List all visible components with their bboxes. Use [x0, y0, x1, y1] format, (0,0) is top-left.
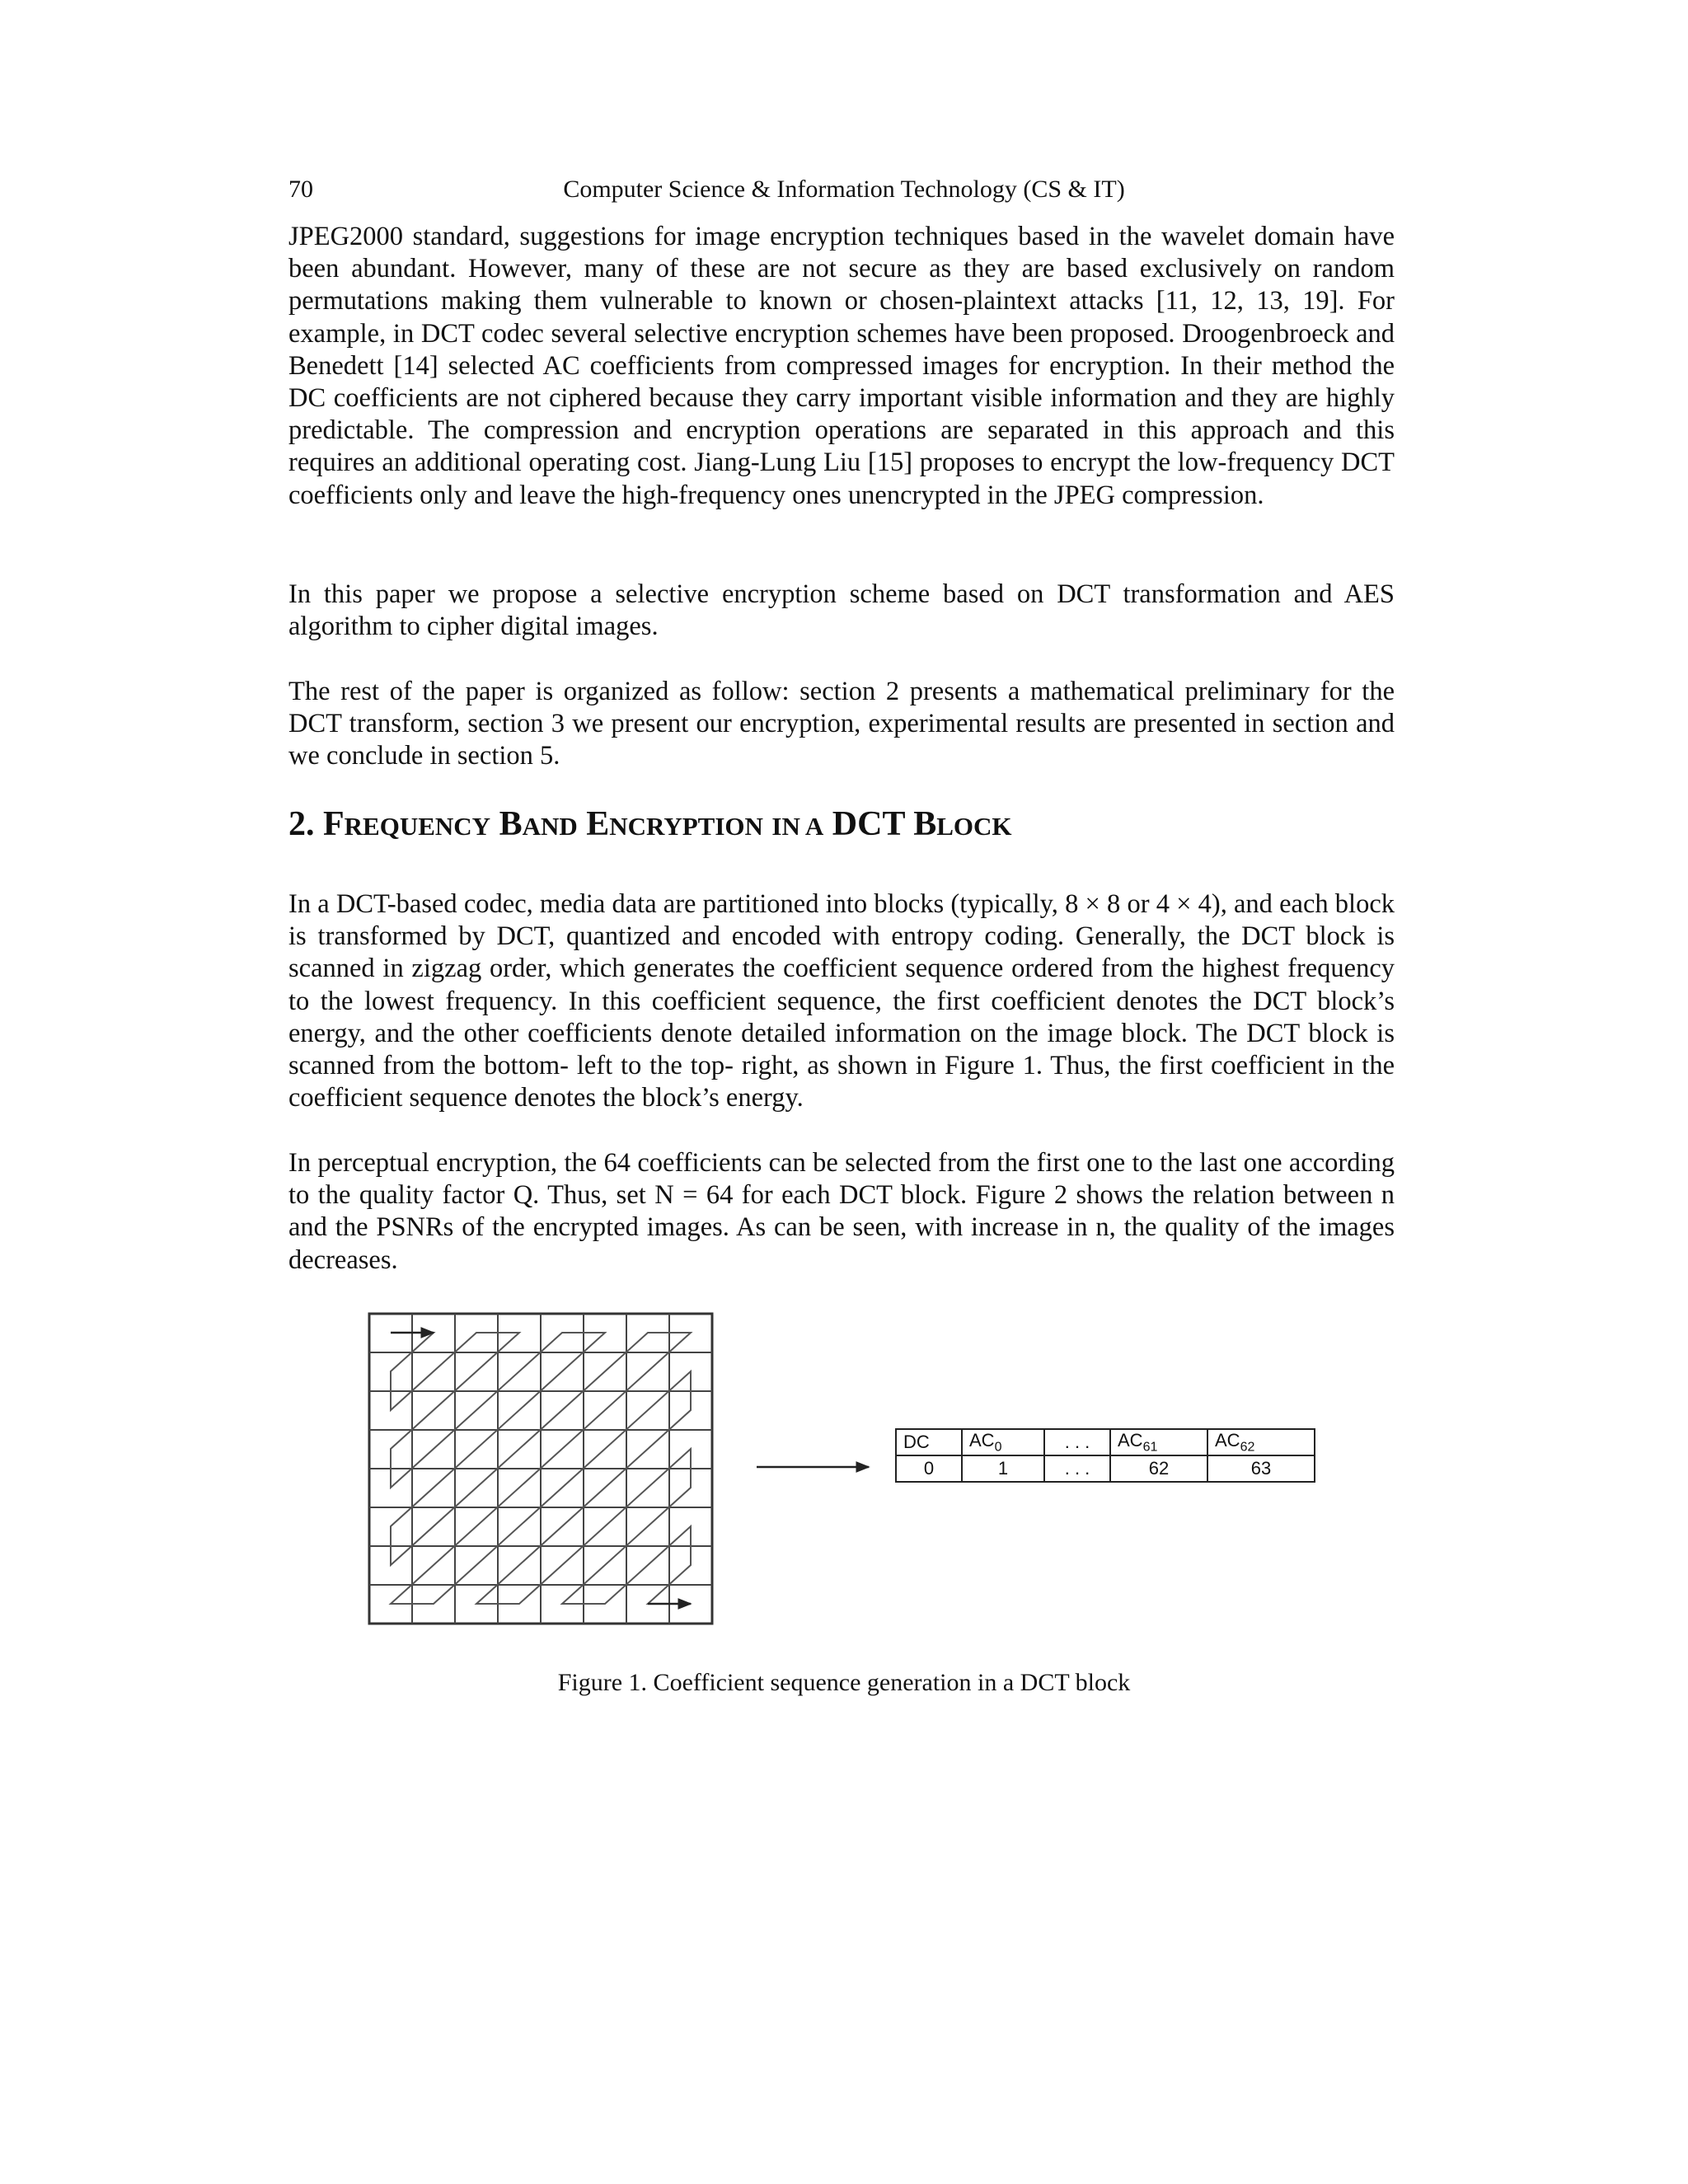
journal-title: Computer Science & Information Technology (CS & IT)	[563, 176, 1125, 203]
table-cell: 1	[962, 1455, 1044, 1482]
table-cell	[962, 1429, 1044, 1455]
table-cell: 63	[1207, 1455, 1315, 1482]
cell-subscript: 61	[1142, 1440, 1158, 1455]
table-row-labels	[896, 1429, 1315, 1455]
heading-letter: B	[913, 805, 937, 843]
heading-word: DCT	[832, 805, 905, 843]
cell-label: AC	[1118, 1430, 1143, 1451]
figure-caption: Figure 1. Coefficient sequence generation in a DCT block	[557, 1669, 1131, 1696]
heading-smallcaps: NCRYPTION	[609, 812, 763, 841]
paragraph-proposal: In this paper we propose a selective encryption scheme based on DCT transformation and AES algorithm to cipher digital images.	[288, 579, 1395, 642]
heading-smallcaps: AND	[522, 812, 578, 841]
cell-label: AC	[1215, 1430, 1240, 1451]
table-row-indices	[896, 1455, 1315, 1482]
paragraph-intro-continued: JPEG2000 standard, suggestions for image encryption techniques based in the wavelet domain have been abundant. However, many of these are not secure as they are based exclusively on random permutations making them vulnerable to known or chosen-plaintext attacks [11, 12, 13, 19]. For example, in DCT codec several selective encryption schemes have been proposed. Droogenbroeck and Benedett [14] selected AC coefficients from compressed images for encryption. In their method the DC coefficients are not ciphered because they carry important visible information and they are highly predictable. The compression and encryption operations are separated in this approach and this requires an additional operating cost. Jiang-Lung Liu [15] proposes to encrypt the low-frequency DCT coefficients only and leave the high-frequency ones unencrypted in the JPEG compression.	[288, 222, 1395, 510]
cell-subscript: 62	[1240, 1440, 1255, 1455]
heading-smallcaps: LOCK	[936, 812, 1012, 841]
heading-letter: E	[586, 805, 610, 843]
page-number: 70	[288, 176, 313, 203]
paragraph-dct-codec: In a DCT-based codec, media data are partitioned into blocks (typically, 8 × 8 or 4 × 4), and each block is transformed by DCT, quantized and encoded with entropy coding. Generally, the DCT block is scanned in zigzag order, which generates the coefficient sequence ordered from the highest frequency to the lowest frequency. In this coefficient sequence, the first coefficient denotes the DCT block’s energy, and the other coefficients denote detailed information on the image block. The DCT block is scanned from the bottom- left to the top- right, as shown in Figure 1. Thus, the first coefficient in the coefficient sequence denotes the block’s energy.	[288, 889, 1395, 1113]
cell-subscript: 0	[994, 1440, 1002, 1455]
section-number: 2.	[288, 805, 315, 843]
heading-smallcaps: REQUENCY	[344, 812, 491, 841]
table-cell: . . .	[1044, 1429, 1110, 1455]
table-cell: 62	[1110, 1455, 1207, 1482]
table-cell	[1207, 1429, 1315, 1455]
table-cell: . . .	[1044, 1455, 1110, 1482]
heading-letter: B	[499, 805, 523, 843]
running-header	[288, 171, 1400, 208]
paragraph-perceptual-encryption: In perceptual encryption, the 64 coefficients can be selected from the first one to the last one according to the quality factor Q. Thus, set N = 64 for each DCT block. Figure 2 shows the relation between n and the PSNRs of the encrypted images. As can be seen, with increase in n, the quality of the images decreases.	[288, 1148, 1395, 1275]
table-cell: DC	[896, 1429, 962, 1455]
coefficient-sequence-table	[895, 1428, 1315, 1483]
heading-smallcaps: IN A	[771, 812, 824, 841]
section-heading	[288, 803, 1395, 848]
table-cell	[1110, 1429, 1207, 1455]
table-cell: 0	[896, 1455, 962, 1482]
paragraph-organization: The rest of the paper is organized as follow: section 2 presents a mathematical preliminary for the DCT transform, section 3 we present our encryption, experimental results are presented in section and we conclude in section 5.	[288, 677, 1395, 771]
heading-letter: F	[323, 805, 345, 843]
cell-label: AC	[969, 1430, 995, 1451]
